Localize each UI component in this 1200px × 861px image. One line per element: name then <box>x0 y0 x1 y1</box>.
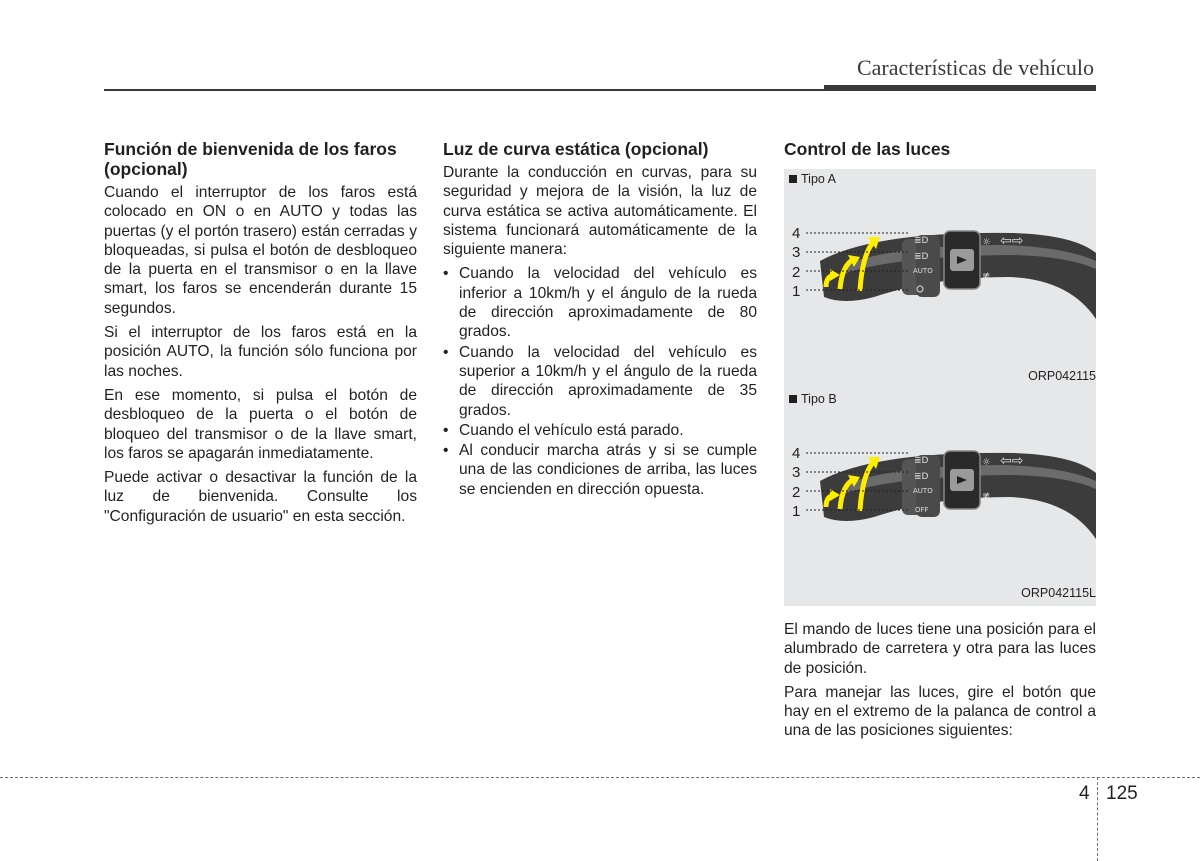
footer-divider <box>1097 777 1098 861</box>
bullet-icon: • <box>443 265 449 283</box>
list-item-text: Cuando la velocidad del vehículo es inferior a 10km/h y el ángulo de la rueda de dirección aproximadamente de 80 grados. <box>459 265 757 341</box>
fog-symbol-icon: ≢ <box>982 491 991 502</box>
turn-arrows-icon: ⇦⇨ <box>1000 453 1024 469</box>
position-number: 2 <box>792 264 801 281</box>
light-switch-lever-illustration <box>784 169 1096 389</box>
heading-welcome-light: Función de bienvenida de los faros (opcional) <box>104 139 397 179</box>
figure-code: ORP042115L <box>1021 585 1096 600</box>
figure-code: ORP042115 <box>1028 368 1096 383</box>
position-number: 3 <box>792 244 801 261</box>
fog-symbol-icon: ≢ <box>982 271 991 282</box>
square-bullet-icon <box>789 175 797 183</box>
column-static-bending-light <box>443 139 757 500</box>
light-switch-lever-illustration <box>784 389 1096 606</box>
switch-label-auto: AUTO <box>913 487 933 495</box>
switch-label-off: OFF <box>915 506 929 514</box>
paragraph: Si el interruptor de los faros está en la posición AUTO, la función sólo funciona por las noches. <box>104 324 417 380</box>
heading-static-bending-light: Luz de curva estática (opcional) <box>443 139 709 159</box>
position-number: 4 <box>792 225 801 242</box>
switch-position-icon: ≣D <box>914 252 929 262</box>
header-rule-accent <box>824 85 1096 91</box>
paragraph: En ese momento, si pulsa el botón de desbloqueo de la puerta o el botón de bloqueo del transmisor o de la llave smart, los faros se apagarán inmediatamente. <box>104 386 417 462</box>
position-number: 4 <box>792 445 801 462</box>
paragraph: Cuando el interruptor de los faros está colocado en ON o en AUTO y todas las puertas (y el portón trasero) están cerradas y bloqueadas, si pulsa el botón de desbloqueo de la puerta en el transmisor o en la llave smart, los faros se encenderán durante 15 segundos. <box>104 184 417 317</box>
turn-arrows-icon: ⇦⇨ <box>1000 233 1024 249</box>
list-item-text: Cuando la velocidad del vehículo es superior a 10km/h y el ángulo de la rueda de dirección aproximadamente de 35 grados. <box>459 343 757 419</box>
condition-list <box>443 264 757 499</box>
list-item <box>443 264 757 341</box>
list-item-text: Cuando el vehículo está parado. <box>459 421 684 439</box>
figure-type-a <box>784 169 1096 389</box>
switch-label-auto: AUTO <box>913 267 933 275</box>
paragraph: Puede activar o desactivar la función de la luz de bienvenida. Consulte los "Configuración de usuario" en esta sección. <box>104 469 417 525</box>
list-item <box>443 343 757 420</box>
headlamp-symbol-icon: ☼ <box>982 457 991 468</box>
page-number: 125 <box>1106 783 1138 804</box>
list-item <box>443 441 757 499</box>
bullet-icon: • <box>443 421 449 439</box>
figure-label: Tipo B <box>789 390 837 409</box>
heading-light-control: Control de las luces <box>784 139 951 159</box>
switch-headlamp-icon: ≣D <box>914 236 929 246</box>
position-number: 1 <box>792 503 801 520</box>
bullet-icon: • <box>443 343 449 361</box>
running-header: Características de vehículo <box>856 55 1094 80</box>
column-welcome-light <box>104 139 417 531</box>
bullet-icon: • <box>443 442 449 460</box>
position-number: 2 <box>792 484 801 501</box>
list-item-text: Al conducir marcha atrás y si se cumple una de las condiciones de arriba, las luces se encienden en dirección opuesta. <box>459 442 757 498</box>
list-item <box>443 421 757 440</box>
paragraph: Para manejar las luces, gire el botón que hay en el extremo de la palanca de control a una de las posiciones siguientes: <box>784 683 1096 740</box>
paragraph: Durante la conducción en curvas, para su seguridad y mejora de la visión, la luz de curva estática se activa automáticamente. El sistema funcionará automáticamente de la siguiente manera: <box>443 164 757 259</box>
switch-headlamp-icon: ≣D <box>914 456 929 466</box>
paragraph: El mando de luces tiene una posición para el alumbrado de carretera y otra para las luces de posición. <box>784 621 1096 677</box>
footer-rule <box>0 777 1200 778</box>
square-bullet-icon <box>789 395 797 403</box>
column-light-control <box>784 139 1096 746</box>
position-number: 3 <box>792 464 801 481</box>
chapter-number: 4 <box>1079 783 1090 804</box>
headlamp-symbol-icon: ☼ <box>982 237 991 248</box>
figure-type-b <box>784 389 1096 606</box>
switch-position-icon: ≣D <box>914 472 929 482</box>
position-number: 1 <box>792 283 801 300</box>
figure-label: Tipo A <box>789 170 836 189</box>
